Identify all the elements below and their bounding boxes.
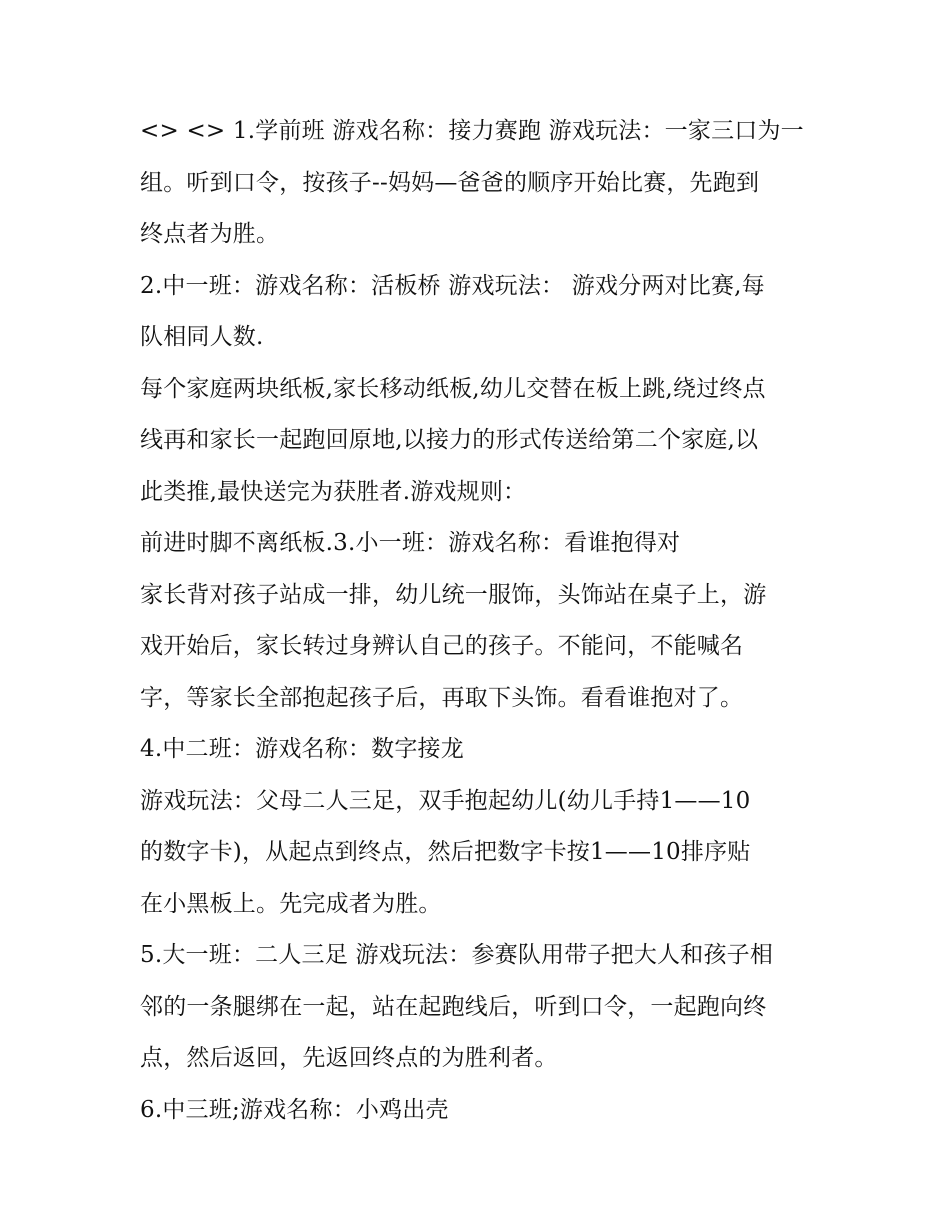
text-line: 此类推,最快送完为获胜者.游戏规则：	[140, 478, 527, 505]
text-line: 点，然后返回，先返回终点的为胜利者。	[140, 1045, 558, 1071]
text-line: 6.中三班;游戏名称：小鸡出壳	[140, 1096, 449, 1123]
text-line: 在小黑板上。先完成者为胜。	[140, 890, 442, 917]
text-line: 的数字卡)，从起点到终点，然后把数字卡按1——10排序贴	[140, 839, 751, 865]
document-body	[140, 106, 820, 1136]
text-line: 前进时脚不离纸板.3.小一班：游戏名称：看谁抱得对	[140, 530, 681, 556]
text-line: 游戏玩法：父母二人三足，双手抱起幼儿(幼儿手持1——10	[140, 787, 751, 814]
text-line: 组。听到口令，按孩子--妈妈—爸爸的顺序开始比赛，先跑到	[140, 169, 760, 196]
text-line: 2.中一班：游戏名称：活板桥 游戏玩法： 游戏分两对比赛,每	[140, 272, 765, 299]
text-line: <> <> 1.学前班 游戏名称：接力赛跑 游戏玩法：一家三口为一	[140, 118, 804, 144]
text-line: 4.中二班：游戏名称：数字接龙	[140, 736, 464, 762]
text-line: 邻的一条腿绑在一起，站在起跑线后，听到口令，一起跑向终	[140, 993, 767, 1020]
text-line: 终点者为胜。	[140, 221, 280, 247]
text-line: 戏开始后，家长转过身辨认自己的孩子。不能问，不能喊名	[140, 633, 744, 659]
text-line: 5.大一班：二人三足 游戏玩法：参赛队用带子把大人和孩子相	[140, 942, 774, 968]
text-line: 字，等家长全部抱起孩子后，再取下头饰。看看谁抱对了。	[140, 684, 744, 711]
text-line: 每个家庭两块纸板,家长移动纸板,幼儿交替在板上跳,绕过终点	[140, 375, 766, 402]
text-line: 线再和家长一起跑回原地,以接力的形式传送给第二个家庭,以	[140, 427, 759, 453]
text-line: 家长背对孩子站成一排，幼儿统一服饰，头饰站在桌子上，游	[140, 581, 767, 608]
text-line: 队相同人数.	[140, 324, 264, 350]
